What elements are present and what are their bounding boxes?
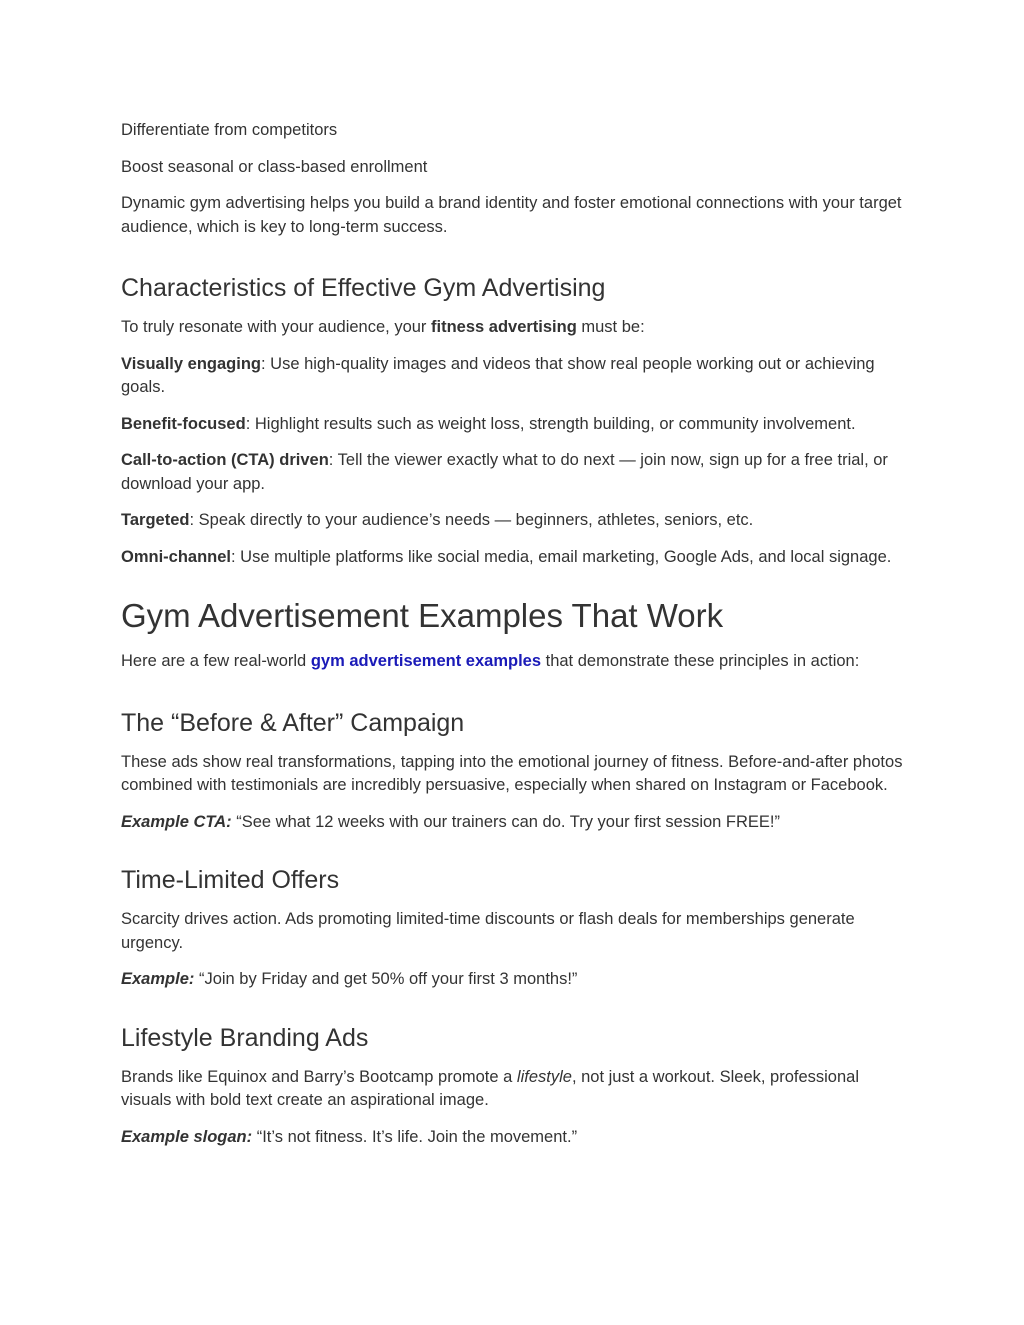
before-after-heading: The “Before & After” Campaign bbox=[121, 708, 465, 737]
characteristic-text: : Use high-quality images and videos that show real people working out or achieving goals. bbox=[121, 354, 875, 396]
characteristic-term: Benefit-focused bbox=[121, 414, 246, 433]
lead-bold-term: fitness advertising bbox=[431, 318, 577, 336]
characteristic-term: Call-to-action (CTA) driven bbox=[121, 451, 329, 469]
example-text: “It’s not fitness. It’s life. Join the movement.” bbox=[252, 1127, 578, 1146]
example-label: Example: bbox=[121, 970, 195, 988]
example-label: Example slogan: bbox=[121, 1127, 253, 1146]
example-text: “Join by Friday and get 50% off your first 3 months!” bbox=[194, 970, 578, 988]
characteristic-item-visual bbox=[121, 353, 911, 400]
example-label: Example CTA: bbox=[121, 812, 232, 831]
before-after-body: These ads show real transformations, tapping into the emotional journey of fitness. Before-and-after photos combined with testimonials are incredibly persuasive, especially when shared on Instagram or Facebook. bbox=[121, 752, 903, 794]
time-limited-example bbox=[121, 968, 911, 992]
characteristics-heading: Characteristics of Effective Gym Advertising bbox=[121, 274, 606, 302]
lifestyle-heading: Lifestyle Branding Ads bbox=[121, 1023, 369, 1052]
lifestyle-body-before: Brands like Equinox and Barry’s Bootcamp promote a bbox=[121, 1067, 517, 1086]
characteristic-term: Visually engaging bbox=[121, 354, 261, 373]
time-limited-body: Scarcity drives action. Ads promoting limited-time discounts or flash deals for memberships generate urgency. bbox=[121, 910, 855, 952]
characteristic-text: : Tell the viewer exactly what to do next — join now, sign up for a free trial, or download your app. bbox=[121, 451, 888, 493]
intro-line-differentiate: Differentiate from competitors bbox=[121, 121, 338, 139]
characteristics-lead bbox=[121, 316, 911, 340]
lifestyle-body bbox=[121, 1066, 911, 1113]
examples-lead-after: that demonstrate these principles in action: bbox=[541, 652, 860, 670]
characteristic-item-targeted bbox=[121, 509, 911, 533]
lifestyle-example bbox=[121, 1126, 911, 1150]
characteristic-term: Targeted bbox=[121, 511, 190, 529]
intro-line-boost: Boost seasonal or class-based enrollment bbox=[121, 157, 428, 176]
lead-text-after: must be: bbox=[576, 318, 645, 336]
lifestyle-italic-word: lifestyle bbox=[516, 1067, 572, 1086]
characteristic-item-omni bbox=[121, 546, 911, 570]
characteristic-text: : Use multiple platforms like social media, email marketing, Google Ads, and local signage. bbox=[231, 547, 892, 566]
examples-lead bbox=[121, 650, 911, 674]
lead-text-before: To truly resonate with your audience, your bbox=[121, 318, 431, 336]
characteristic-term: Omni-channel bbox=[121, 547, 232, 566]
intro-paragraph: Dynamic gym advertising helps you build a brand identity and foster emotional connections with your target audience, which is key to long-term success. bbox=[121, 194, 902, 236]
example-text: “See what 12 weeks with our trainers can do. Try your first session FREE!” bbox=[231, 812, 781, 831]
gym-advertisement-examples-link[interactable]: gym advertisement examples bbox=[310, 652, 542, 670]
characteristic-text: : Highlight results such as weight loss, strength building, or community involvement. bbox=[245, 414, 856, 433]
characteristic-item-benefit bbox=[121, 413, 911, 437]
examples-heading: Gym Advertisement Examples That Work bbox=[121, 597, 724, 634]
examples-lead-before: Here are a few real-world bbox=[121, 652, 311, 670]
characteristic-item-cta bbox=[121, 449, 911, 496]
before-after-example bbox=[121, 811, 911, 835]
lifestyle-body-after: , not just a workout. Sleek, professional visuals with bold text create an aspirational image. bbox=[121, 1067, 860, 1109]
time-limited-heading: Time-Limited Offers bbox=[121, 866, 340, 894]
characteristic-text: : Speak directly to your audience’s needs — beginners, athletes, seniors, etc. bbox=[189, 511, 754, 529]
document-page bbox=[121, 119, 911, 1149]
